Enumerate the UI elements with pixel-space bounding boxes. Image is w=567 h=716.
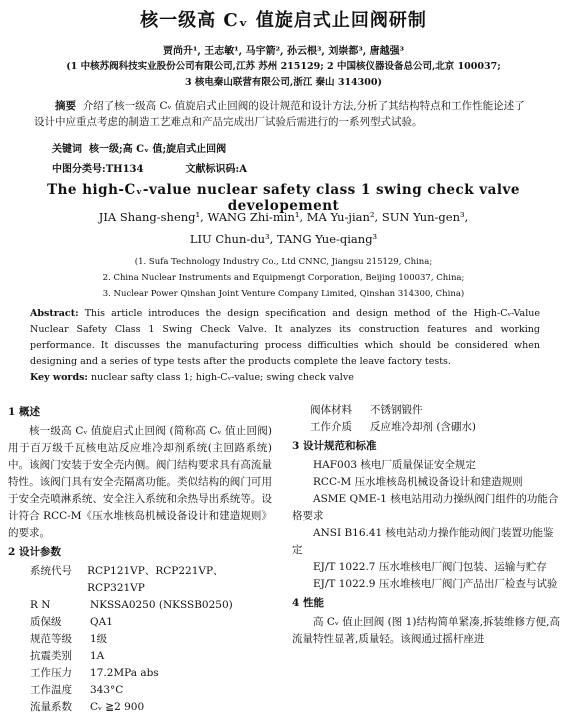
authors-en-line-1: JIA Shang-sheng¹, WANG Zhi-min¹, MA Yu-jian², SUN Yun-gen³, <box>98 210 469 224</box>
param-key: 规范等级 <box>30 633 72 645</box>
standard-item: EJ/T 1022.7 压水堆核电厂阀门包装、运输与贮存 <box>313 561 547 573</box>
param-value: 1A <box>90 650 105 662</box>
standard-item: RCC-M 压水堆核岛机械设备设计和建造规则 <box>313 476 523 488</box>
param-value: QA1 <box>90 616 113 628</box>
param-row <box>8 682 272 699</box>
abstract-en-label: Abstract: <box>30 308 79 319</box>
keywords-en-text: nuclear safty class 1; high-Cᵥ-value; swing check valve <box>90 372 354 383</box>
section-4-text: 高 Cᵥ 值止回阀 (图 1)结构简单紧凑,拆装维修方便,高流量特性显著,质量轻。该阀通过摇杆座进 <box>292 616 560 645</box>
param-value: RCP121VP、RCP221VP、RCP321VP <box>87 565 224 594</box>
param-row <box>8 699 272 716</box>
keywords-en <box>30 372 354 383</box>
param-key: 系统代号 <box>30 565 72 577</box>
param-key: 抗震类别 <box>30 650 72 662</box>
section-3-heading: 3 设计规范和标准 <box>292 440 377 452</box>
param-row <box>292 419 560 436</box>
keywords-cn <box>52 140 226 155</box>
param-key: 工作压力 <box>30 667 72 679</box>
classification-row <box>52 160 452 175</box>
section-1-heading: 1 概述 <box>8 406 40 418</box>
param-row <box>8 597 272 614</box>
param-value: 1级 <box>90 633 108 645</box>
param-key: 工作温度 <box>30 684 72 696</box>
keywords-cn-label: 关键词 <box>52 144 82 155</box>
param-row <box>8 648 272 665</box>
authors-en-line-2: LIU Chun-du³, TANG Yue-qiang³ <box>189 232 378 246</box>
clc-value: TH134 <box>105 164 144 175</box>
param-value: 不锈钢锻件 <box>370 404 423 416</box>
paper-title: 核一级高 Cᵥ 值旋启式止回阀研制 <box>140 10 427 31</box>
param-value: NKSSA0250 (NKSSB0250) <box>90 599 233 611</box>
keywords-cn-text: 核一级;高 Cᵥ 值;旋启式止回阀 <box>88 144 227 155</box>
param-value: 17.2MPa abs <box>90 667 159 679</box>
keywords-en-label: Key words: <box>30 372 88 383</box>
abstract-cn-text: 介绍了核一级高 Cᵥ 值旋启式止回阀的设计规范和设计方法,分析了其结构特点和工作性能论述了设计中应重点考虑的制造工艺难点和产品完成出厂试验后需进行的一系列型式试验。 <box>34 100 525 128</box>
param-row <box>292 402 560 419</box>
affiliation-en-1: (1. Sufa Technology Industry Co., Ltd CNNC, Jiangsu 215129, China; <box>134 257 433 267</box>
right-column <box>292 402 560 648</box>
abstract-cn <box>34 98 534 130</box>
section-1-text: 核一级高 Cᵥ 值旋启式止回阀 (简称高 Cᵥ 值止回阀)用于百万级千瓦核电站反应堆冷却剂系统(主回路系统)中。该阀门安装于安全壳内侧。阀门结构要求具有高流量特性。该阀门具有安全壳隔离功能。类似结构的阀门可用于安全壳喷淋系统、安全注入系统和余热导出系统等。设计符合 RCC-M《压水堆核岛机械设备设计和建造规则》的要求。 <box>8 425 272 539</box>
section-2-heading: 2 设计参数 <box>8 546 61 558</box>
standard-item: EJ/T 1022.9 压水堆核电厂阀门产品出厂检查与试验 <box>313 578 558 590</box>
paper-title-en: The high-Cᵥ-value nuclear safety class 1 swing check valve developement <box>47 182 520 214</box>
abstract-en-text: This article introduces the design specification and design method of the High-Cᵥ-Value Nuclear Safety Class 1 Swing Check Valve. It analyzes its construction features and working performance. It discusses the manufacturing process difficulties which should be considered when designing and a series of type tests after the products complete the leave factory tests. <box>30 308 540 367</box>
param-row <box>8 665 272 682</box>
param-value: Cᵥ ≧2 900 <box>90 701 145 713</box>
abstract-cn-label: 摘要 <box>55 100 76 112</box>
param-list <box>8 563 272 716</box>
left-column <box>8 402 272 716</box>
param-key: 流量系数 <box>30 701 72 713</box>
affiliation-en-3: 3. Nuclear Power Qinshan Joint Venture Company Limited, Qinshan 314300, China) <box>102 289 465 299</box>
param-key: R N <box>30 599 51 611</box>
param-value: 343°C <box>90 684 124 696</box>
param-row <box>8 631 272 648</box>
doc-code-value: A <box>239 164 247 175</box>
clc-label: 中图分类号: <box>52 164 106 175</box>
doc-code-label: 文献标识码: <box>185 164 240 175</box>
standard-item: ANSI B16.41 核电站动力操作能动阀门装置功能鉴定 <box>292 527 554 556</box>
standard-item: ASME QME-1 核电站用动力操纵阀门组件的功能合格要求 <box>292 493 559 522</box>
param-row <box>8 614 272 631</box>
standard-item: HAF003 核电厂质量保证安全规定 <box>313 459 476 471</box>
param-key: 工作介质 <box>310 421 352 433</box>
affiliation-line-1: (1 中核苏阀科技实业股份公司有限公司,江苏 苏州 215129; 2 中国核仪器设备总公司,北京 100037; <box>66 61 501 72</box>
authors: 贾尚升¹, 王志敏¹, 马宇箭², 孙云根³, 刘崇都³, 唐越强³ <box>162 46 405 57</box>
section-4-heading: 4 性能 <box>292 597 324 609</box>
param-value: 反应堆冷却剂 (含硼水) <box>370 421 477 433</box>
param-row <box>8 563 272 597</box>
abstract-en <box>30 306 540 370</box>
param-key: 质保级 <box>30 616 62 628</box>
affiliation-line-2: 3 核电秦山联营有限公司,浙江 秦山 314300) <box>185 77 382 88</box>
affiliation-en-2: 2. China Nuclear Instruments and Equipmengt Corporation, Beijing 100037, China; <box>102 273 465 283</box>
param-key: 阀体材料 <box>310 404 352 416</box>
